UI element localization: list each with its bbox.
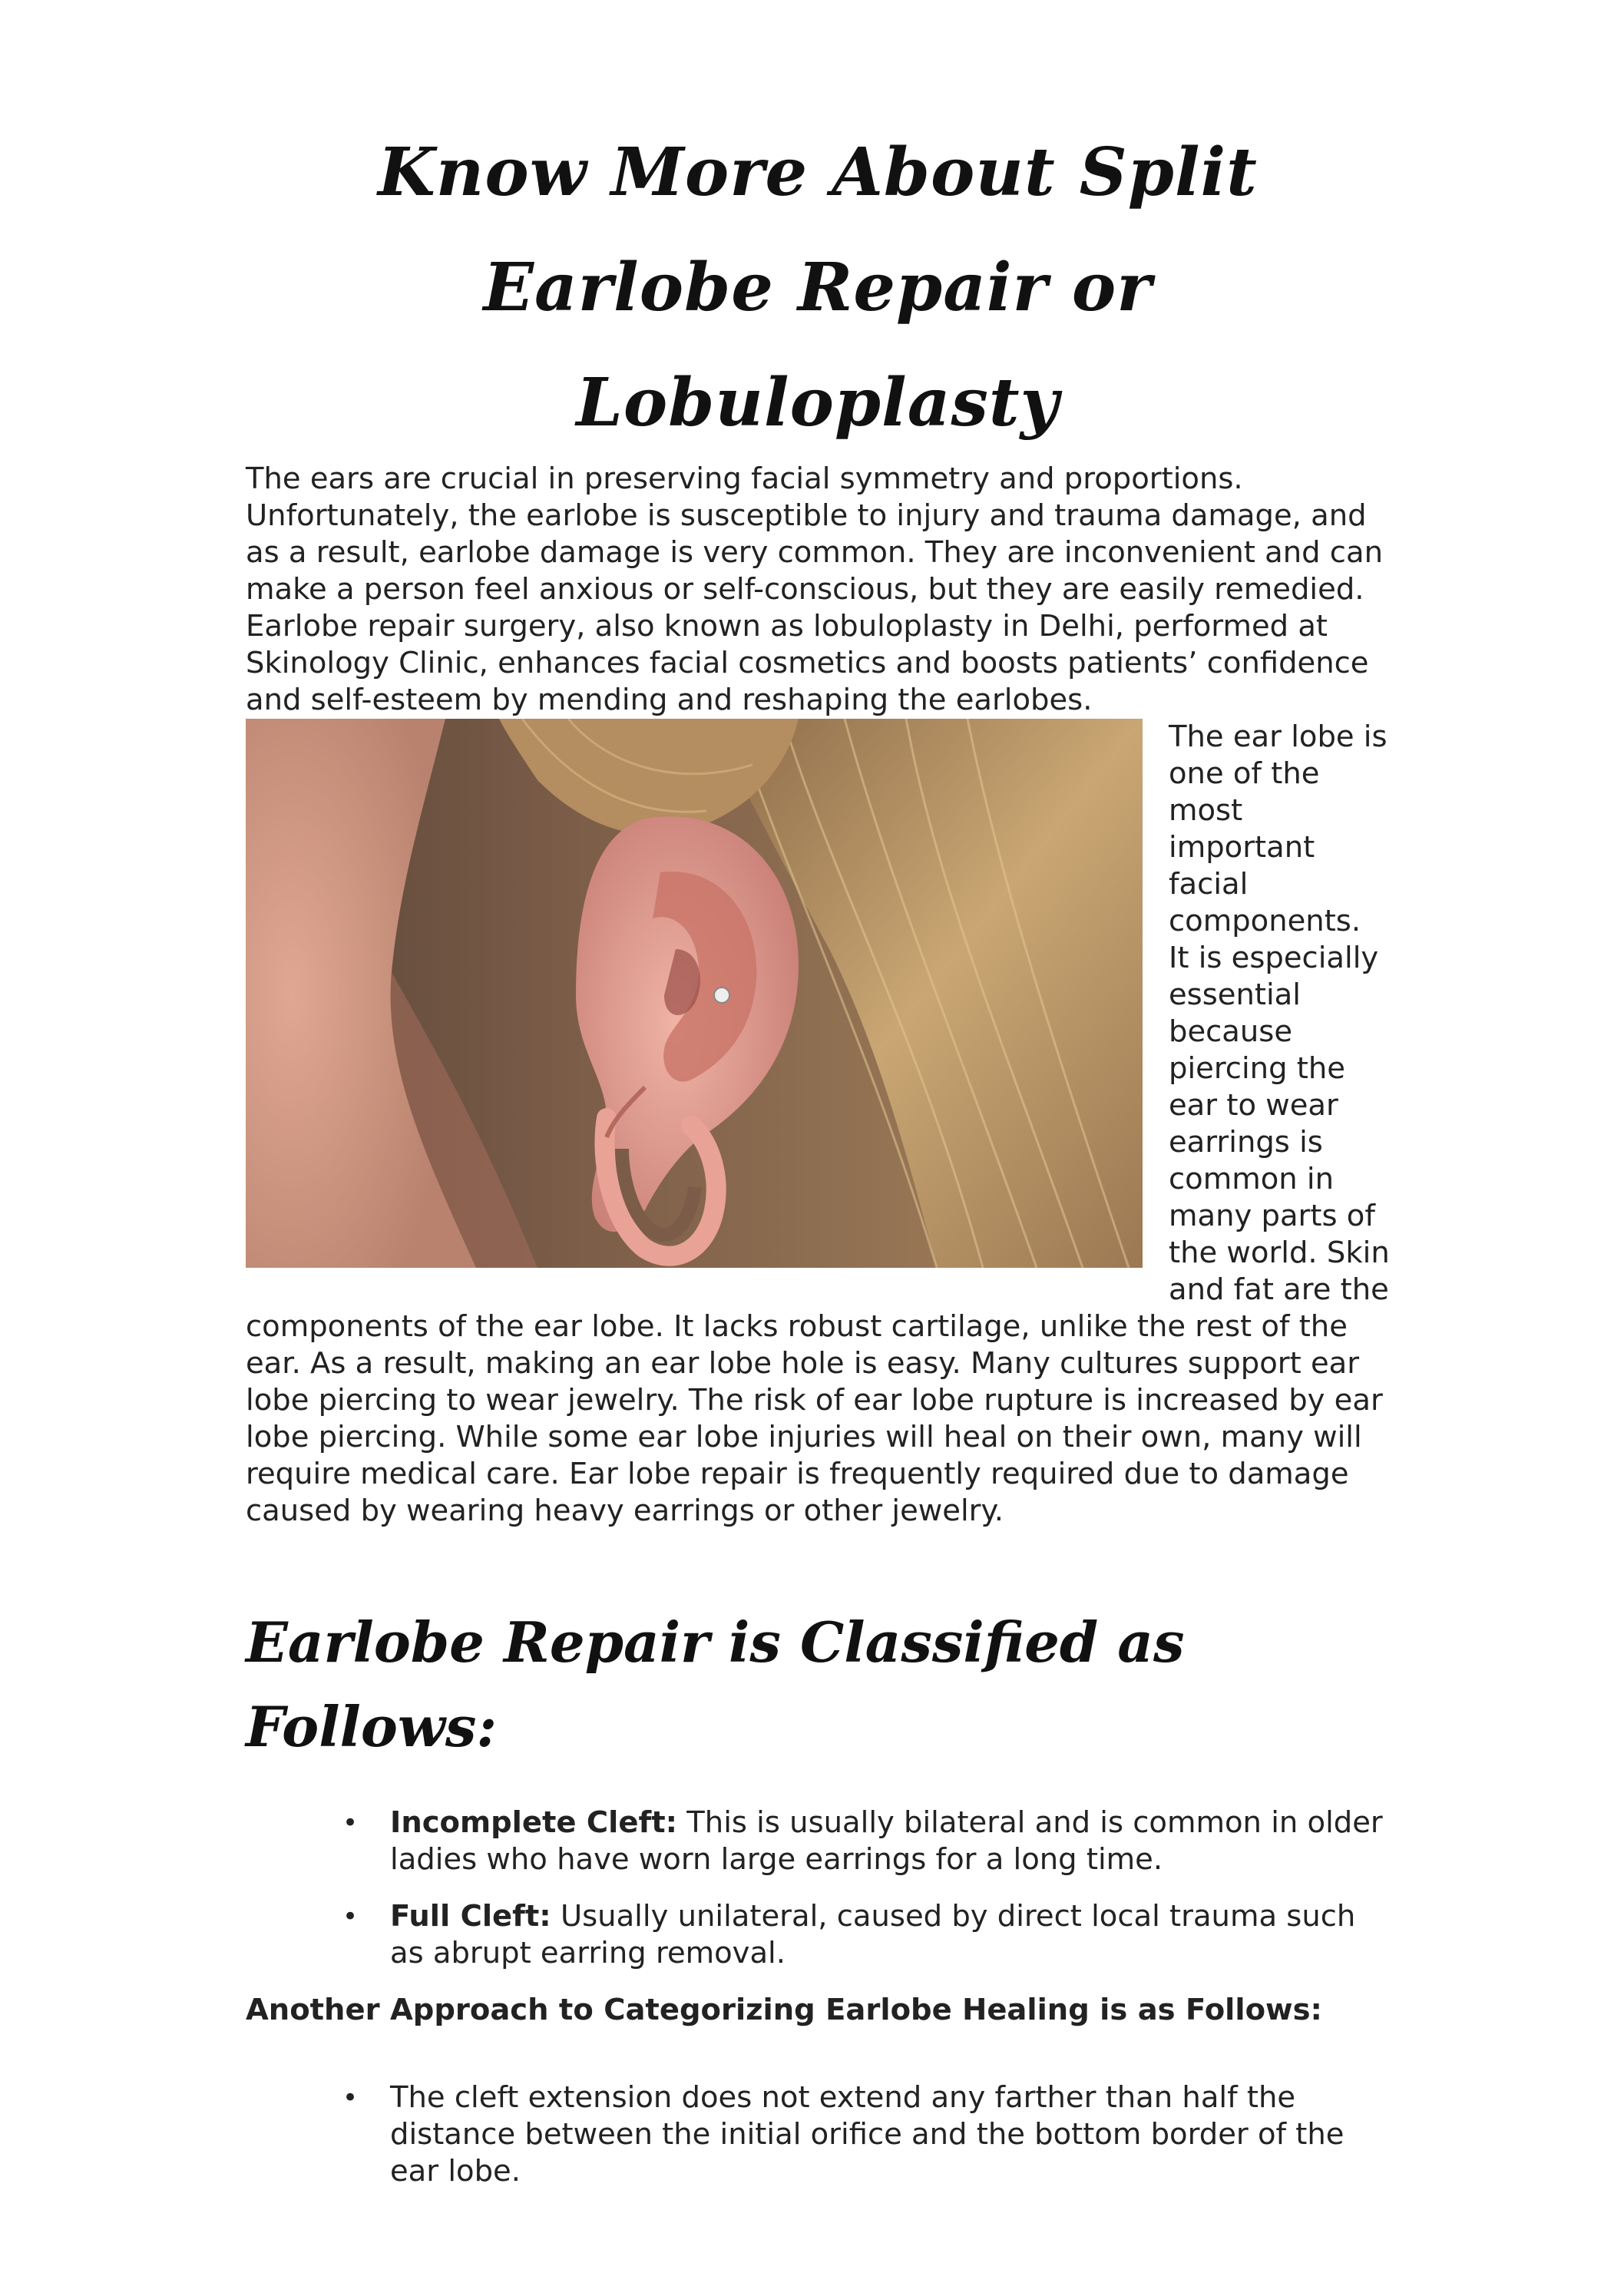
list-item-text: The cleft extension does not extend any farther than half the distance between the initial orifice and the bottom border of the ear lobe. <box>390 2080 1345 2188</box>
classification-list <box>246 1805 1390 1972</box>
image-text-block <box>246 719 1390 1530</box>
list-item <box>342 1805 1390 1878</box>
split-earlobe-photo <box>246 719 1143 1268</box>
page-title: Know More About Split Earlobe Repair or Lobuloplasty <box>378 134 1258 442</box>
list-item-text: This is usually bilateral and is common in older ladies who have worn large earrings for a long time. <box>390 1805 1383 1877</box>
healing-list <box>246 2079 1390 2190</box>
bullet-icon: • <box>342 1901 359 1932</box>
bullet-icon: • <box>342 1808 359 1838</box>
list-item-term: Incomplete Cleft: <box>390 1805 678 1840</box>
healing-subheading: Another Approach to Categorizing Earlobe Healing is as Follows: <box>246 1993 1322 2027</box>
list-item-term: Full Cleft: <box>390 1899 551 1934</box>
document-page <box>246 115 1390 2210</box>
bullet-icon: • <box>342 2083 359 2113</box>
list-item <box>342 1898 1390 1972</box>
earlobe-info-paragraph: The ear lobe is one of the most important facial components. It is especially essential because piercing the ear to wear earrings is common in many parts of the world. Skin and fat are the components of the ear lobe. It lacks robust cartilage, unlike the rest of the ear. As a result, making an ear lobe hole is easy. Many cultures support ear lobe piercing to wear jewelry. The risk of ear lobe rupture is increased by ear lobe piercing. While some ear lobe injuries will heal on their own, many will require medical care. Ear lobe repair is frequently required due to damage caused by wearing heavy earrings or other jewelry. <box>246 720 1390 1528</box>
list-item-text: Usually unilateral, caused by direct local trauma such as abrupt earring removal. <box>390 1899 1356 1970</box>
intro-paragraph: The ears are crucial in preserving facial symmetry and proportions. Unfortunately, the earlobe is susceptible to injury and trauma damage, and as a result, earlobe damage is very common. They are inconvenient and can make a person feel anxious or self-conscious, but they are easily remedied. Earlobe repair surgery, also known as lobuloplasty in Delhi, performed at Skinology Clinic, enhances facial cosmetics and boosts patients’ confidence and self-esteem by mending and reshaping the earlobes. <box>246 462 1383 717</box>
ear-photo-icon <box>246 719 1143 1268</box>
list-item <box>342 2079 1390 2190</box>
classification-heading: Earlobe Repair is Classified as Follows: <box>246 1610 1185 1759</box>
